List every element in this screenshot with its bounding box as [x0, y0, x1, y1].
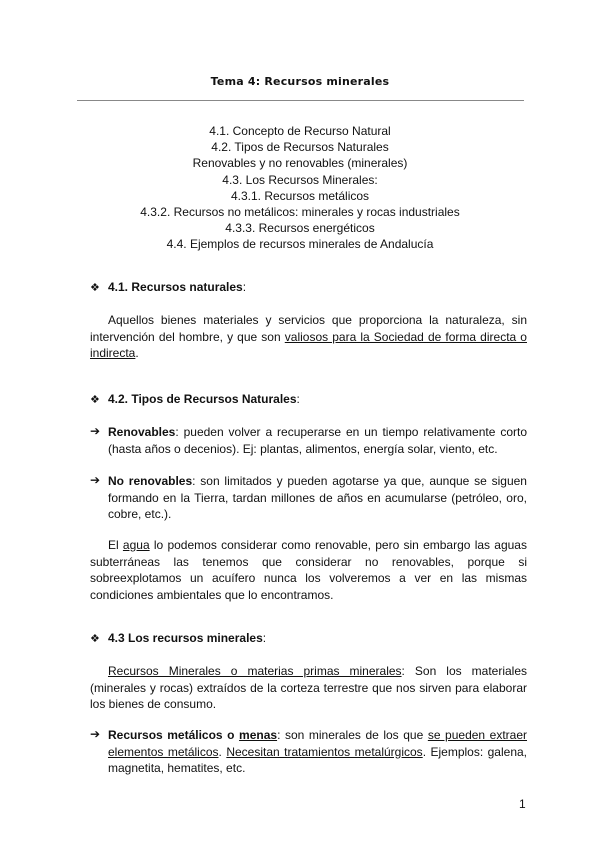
term: Renovables — [108, 425, 176, 439]
toc-item: 4.1. Concepto de Recurso Natural — [209, 124, 391, 138]
title-divider — [77, 100, 524, 101]
list-item-recursos-metalicos — [90, 727, 527, 777]
diamond-bullet-icon: ❖ — [90, 394, 100, 406]
text: . — [218, 744, 227, 759]
paragraph-definicion — [90, 663, 527, 713]
text: : Son los materiales (minerales y rocas) extraídos de la corteza terrestre que nos sirven para elaborar los bienes de consumo. — [90, 664, 527, 711]
diamond-bullet-icon: ❖ — [90, 282, 100, 294]
heading-text: 4.1. Recursos naturales — [108, 280, 243, 294]
term: No renovables — [108, 474, 193, 488]
heading-colon: : — [242, 280, 247, 294]
underlined-text: Necesitan tratamientos metalúrgicos — [226, 744, 423, 759]
arrow-bullet-icon: ➔ — [90, 473, 101, 487]
heading-colon: : — [262, 631, 267, 645]
underlined-text: valiosos para la Sociedad de forma directa o indirecta — [90, 329, 527, 360]
underlined-text: Recursos Minerales o materias primas minerales — [108, 664, 402, 678]
table-of-contents — [0, 123, 600, 253]
toc-item: 4.3.3. Recursos energéticos — [225, 221, 375, 236]
text: . — [135, 346, 139, 360]
text: Aquellos bienes materiales y servicios que proporciona la naturaleza, sin intervención del hombre, y que son — [90, 313, 527, 344]
text: lo podemos considerar como renovable, pero sin embargo las aguas subterráneas las tenemos que considerar no renovables, porque si sobreexplotamos un acuífero nunca los volveremos a ver en las mismas condiciones ambientales que lo encontramos. — [90, 538, 527, 602]
heading-colon: : — [296, 392, 300, 406]
page-number: 1 — [519, 797, 526, 811]
toc-item: Renovables y no renovables (minerales) — [192, 156, 408, 171]
toc-item: 4.3.1. Recursos metálicos — [230, 188, 370, 203]
text: : son limitados y pueden agotarse ya que, aunque se siguen formando en la Tierra, tardan millones de años en acumularse (petróleo, oro, cobre, etc.). — [108, 474, 527, 521]
section-heading-4-2 — [90, 392, 300, 406]
text: El — [108, 538, 123, 552]
arrow-bullet-icon: ➔ — [90, 727, 101, 741]
list-item-renovables — [90, 424, 527, 457]
diamond-bullet-icon: ❖ — [90, 633, 100, 645]
text: : son minerales de los que — [277, 728, 428, 742]
paragraph-agua — [90, 537, 527, 603]
toc-item: 4.3.2. Recursos no metálicos: minerales y rocas industriales — [140, 205, 460, 220]
toc-item: 4.3. Los Recursos Minerales: — [222, 172, 378, 187]
term: Recursos metálicos o — [108, 728, 240, 742]
toc-item: 4.2. Tipos de Recursos Naturales — [211, 140, 389, 155]
text: . Ejemplos: galena, magnetita, hematites, etc. — [108, 744, 528, 775]
underlined-text: se pueden extraer elementos metálicos — [108, 728, 528, 759]
section-heading-4-3 — [90, 631, 266, 645]
underlined-text: agua — [122, 538, 150, 552]
heading-text: 4.2. Tipos de Recursos Naturales — [108, 392, 297, 406]
underlined-term: menas — [239, 728, 278, 742]
arrow-bullet-icon: ➔ — [90, 424, 101, 438]
section-heading-4-1 — [90, 280, 246, 294]
text: : pueden volver a recuperarse en un tiempo relativamente corto (hasta años o decenios). Ej: plantas, alimentos, energía solar, viento, etc. — [108, 425, 527, 456]
paragraph-recursos-naturales — [90, 312, 527, 362]
list-item-no-renovables — [90, 473, 527, 523]
toc-item: 4.4. Ejemplos de recursos minerales de Andalucía — [166, 237, 434, 252]
heading-text: 4.3 Los recursos minerales — [108, 631, 263, 645]
page-title: Tema 4: Recursos minerales — [210, 75, 390, 88]
